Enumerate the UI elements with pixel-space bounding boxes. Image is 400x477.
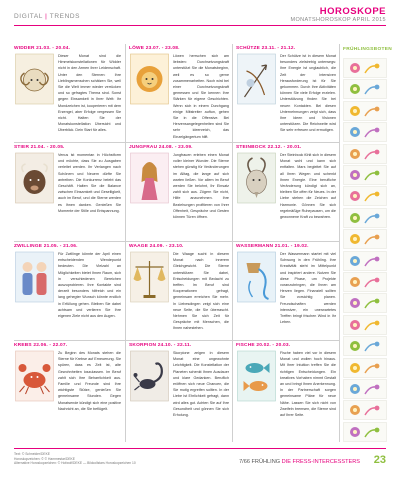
sign-text: Löwen herrschen sich am liebsten: Durchsetzungskraft unterstützt Sie die Monatsbeginn, weil es so gerne zusammenarbeiten. Noch wird bei einer Durchsetzungskraft gemessen und Sie kennen Ihre Stärken für eigene Geschichten. Wenn sich in einem Durchgang einige Mitstreiter auftun, gehen Sie in die Offensive. Bei Herzensangelegenheiten sind Sie sehr ideenreich, das Einzelgängertum hilft. (173, 54, 229, 139)
waterbearer-icon (236, 251, 277, 303)
header-subsection-label: TRENDS (49, 13, 81, 20)
footer-rule (14, 448, 386, 449)
twins-icon (14, 251, 55, 303)
credits-line: Text: © Schneider/DEKE (14, 452, 50, 456)
virgin-icon (129, 152, 170, 204)
sign-text: Der Schütze ist in diesem Monat besonders zielstrebig unterwegs: Ihre Energie ist unglaublich, die Zeit der intensiven Herausforderung ist für Sie gekommen. Durch Ihre Aktivitäten können Sie viele Erfolge erzielen. Unterstützung finden Sie bei neuen Kontakten. Bei diesen Unternehmungen zeigt sich, dass Ihre Ideen und Visionen unterstützen. Die Reichweite wird Sie sehr erfreuen und ermutigen. (280, 54, 336, 133)
bird-icon (343, 122, 387, 142)
snail-icon (343, 186, 387, 206)
sign-title: STIER 21.04. - 20.05. (14, 145, 65, 150)
footer-issue (239, 459, 360, 465)
header-section (14, 13, 80, 20)
sun-icon (343, 229, 387, 249)
sign-text: Der Wassermann startet mit viel Schwung in den Frühling. Ihre Kreativität steht im Mittelpunkt und inspiriert andere. Nutzen Sie diese Phase, um Projekte voranzubringen, die Ihnen am Herzen liegen. Finanziell sollten Sie vorsichtig planen. Freundschaften werden intensiver, ein unerwartetes Treffen bringt frischen Wind in Ihr Leben. (280, 252, 336, 325)
umbrella-icon (343, 251, 387, 271)
footer-issue-label: 7/66 FRÜHLING (239, 459, 281, 465)
sign-stier (14, 145, 121, 238)
sign-text: Die Waage sucht in diesem Monat nach innerem Gleichgewicht. Die Sterne unterstützen Sie dabei, Entscheidungen mit Bedacht zu treffen. Im Beruf sind Kooperationen gefragt, gemeinsam erreichen Sie mehr. In Liebesdingen zeigt sich eine neue Seite, die Sie überrascht. Nehmen Sie sich Zeit für Gespräche mit Menschen, die Ihnen nahestehen. (173, 252, 229, 331)
daisy-icon (343, 293, 387, 313)
sign-fische (236, 343, 336, 442)
sign-text: Zu Beginn des Monats stehen die Sterne für Krebse auf Erneuerung. Sie spüren, dass es Zeit ist, alte Gewohnheiten loszulassen. Im Beruf zahlt sich Ihre Beharrlichkeit aus. Familie und Freunde sind Ihre wichtigste Stütze, genießen Sie gemeinsame Stunden. Gegen Monatsende kündigt sich eine positive Nachricht an, die Sie beflügelt. (58, 351, 121, 411)
sign-text: Für Zwillinge könnte der April einen entscheidenden Wendepunkt bedeuten. Die Vielzahl an Möglichkeiten bietet Ihnen Raum, sich in verschiedenen Bereichen auszuprobieren. Ihre Kontakte sind derzeit besonders hilfreich und ein lang gehegter Wunsch könnte endlich in Erfüllung gehen. Bleiben Sie dabei achtsam und verlieren Sie Ihre eigenen Ziele nicht aus den Augen. (58, 252, 121, 319)
sign-wassermann (236, 244, 336, 337)
sign-title: WIDDER 21.03. - 20.04. (14, 46, 71, 51)
sign-title: WASSERMANN 21.01. - 19.02. (236, 244, 309, 249)
sign-title: SCHÜTZE 23.11. - 21.12. (236, 46, 296, 51)
sign-title: FISCHE 20.02. - 20.03. (236, 343, 291, 348)
sign-widder (14, 46, 121, 139)
sign-text: Der Steinbock fühlt sich in diesem Monat wohl und kann sich entfalten. Mars begleitet Sie auf all Ihren Wegen und schenkt Ihnen Energie. Eine berufliche Veränderung kündigt sich an, bleiben Sie offen für Neues. In der Liebe stehen die Zeichen auf Harmonie. Gönnen Sie sich regelmäßige Ruhepausen, um die gewonnene Kraft zu bewahren. (280, 153, 336, 220)
ladybug-icon (343, 101, 387, 121)
header-rule (14, 25, 386, 26)
leaf-icon (343, 336, 387, 356)
sidebar-label: FRÜHLINGSBOTEN (343, 47, 392, 52)
sign-loewe (129, 46, 229, 139)
nest-icon (343, 208, 387, 228)
sign-title: JUNGFRAU 24.08. - 23.09. (129, 145, 193, 150)
sign-text: Skorpione zeigen in diesem Monat eine ungewohnte Leichtigkeit. Die Konstellation der Planeten schenkt Ihnen Ausdauer und klare Gedanken. Beruflich eröffnen sich neue Chancen, die Sie mutig ergreifen sollten. In der Liebe ist Ehrlichkeit gefragt, dann wird alles gut. Achten Sie auf Ihre Gesundheit und gönnen Sie sich Erholung. (173, 351, 229, 418)
sign-jungfrau (129, 145, 229, 238)
column-divider-2 (232, 44, 233, 442)
crab-icon (14, 350, 55, 402)
header-section-label: DIGITAL (14, 13, 43, 20)
page-subtitle: MONATSHOROSKOP APRIL 2015 (290, 17, 386, 23)
tulip-icon (343, 165, 387, 185)
lion-icon (129, 53, 170, 105)
rabbit-icon (343, 379, 387, 399)
sign-schuetze (236, 46, 336, 139)
scales-icon (129, 251, 170, 303)
sign-zwillinge (14, 244, 121, 337)
fish-icon (236, 350, 277, 402)
frog-icon (343, 272, 387, 292)
row-divider-2 (14, 241, 339, 242)
sign-title: STEINBOCK 22.12. - 20.01. (236, 145, 302, 150)
cloud-icon (343, 358, 387, 378)
kite-icon (343, 422, 387, 442)
sign-title: WAAGE 24.09. - 23.10. (129, 244, 184, 249)
sign-steinbock (236, 145, 336, 238)
sign-krebs (14, 343, 121, 442)
flower-icon (343, 58, 387, 78)
sign-text: Dieser Monat sind die Himmelskonstellationen für Widder nicht in den Armen ihrer Leidenschaft. Unter den Sternen: Ihre Lieblingsmenschen schätzen Sie, weil Sie die Welt immer wieder verrücken und so gefragtes Thema sind. Sonst gegen Einsamkeit in Ihrer Welt: Ihr Mondzeichen ist, kooperieren mit dem Erzengel, aber Erfolge vergessen Sie nicht. Halten Sie der Monatskonstellation Übersicht und Überblick. Dein Start für alles. (58, 54, 121, 133)
sign-title: KREBS 22.06. - 22.07. (14, 343, 68, 348)
sign-title: SKORPION 24.10. - 22.11. (129, 343, 192, 348)
sign-title: ZWILLINGE 21.05. - 21.06. (14, 244, 78, 249)
sign-text: Fische haben viel vor in diesem Monat und wollen hoch hinaus. Mit Ihrer Intuition treffen Sie die richtigen Entscheidungen. Ein kreatives Vorhaben nimmt Gestalt an und bringt Ihnen Anerkennung. In der Partnerschaft sorgen gemeinsame Pläne für neue Nähe. Lassen Sie sich nicht von Zweifeln bremsen, die Sterne sind auf Ihrer Seite. (280, 351, 336, 418)
sign-skorpion (129, 343, 229, 442)
bee-icon (343, 144, 387, 164)
scorpion-icon (129, 350, 170, 402)
row-divider-1 (14, 142, 339, 143)
archer-icon (236, 53, 277, 105)
sign-waage (129, 244, 229, 337)
column-divider-3 (339, 44, 340, 442)
sign-text: Venus ist momentan in Höchstform und möchte, dass Sie zu Ausgaben verleitet werden. Ihr Verlangen nach Schönem und Neuem dürfte Sie antreiben. Die Konkurrenz belebt das Geschäft. Halten Sie die Balance zwischen Einsamkeit und Geselligkeit, auch im Beruf, und die Sterne werden es Ihnen danken. Genießen Sie Momente der Stille und Entspannung. (58, 153, 121, 213)
bull-icon (14, 152, 55, 204)
worm-icon (343, 315, 387, 335)
goat-icon (236, 152, 277, 204)
sign-text: Jungfrauen erleben einen Monat voller kleiner Wunder. Die Sterne stehen günstig für Veränderungen im Alltag, die lange auf sich warten ließen. Vor allem im Beruf werden Sie belohnt, Ihr Einsatz zahlt sich aus. Zögern Sie nicht, Hilfe anzunehmen. Ihre Beziehungen profitieren von Ihrer Offenheit, Gespräche und Gesten können Türen öffnen. (173, 153, 229, 220)
header-separator: | (45, 13, 48, 20)
column-divider-1 (125, 44, 126, 442)
credits-line: Horoskopzeichen: © © Hammestar/DEKE (14, 456, 75, 461)
egg-icon (343, 400, 387, 420)
page-number: 23 (373, 454, 386, 466)
page-title: HOROSKOPE (319, 6, 386, 17)
footer-tagline: DIE FRESS-INTERCESSTERS (281, 459, 360, 465)
row-divider-3 (14, 340, 339, 341)
butterfly-icon (343, 79, 387, 99)
sign-title: LÖWE 23.07. - 23.08. (129, 46, 180, 51)
credits-line: Alternative Horoskopzeichen: © Hofwolf/DEKE — Bildcollstars Horoskopzeichen 10 (14, 461, 136, 466)
ram-icon (14, 53, 55, 105)
credits (14, 452, 136, 466)
